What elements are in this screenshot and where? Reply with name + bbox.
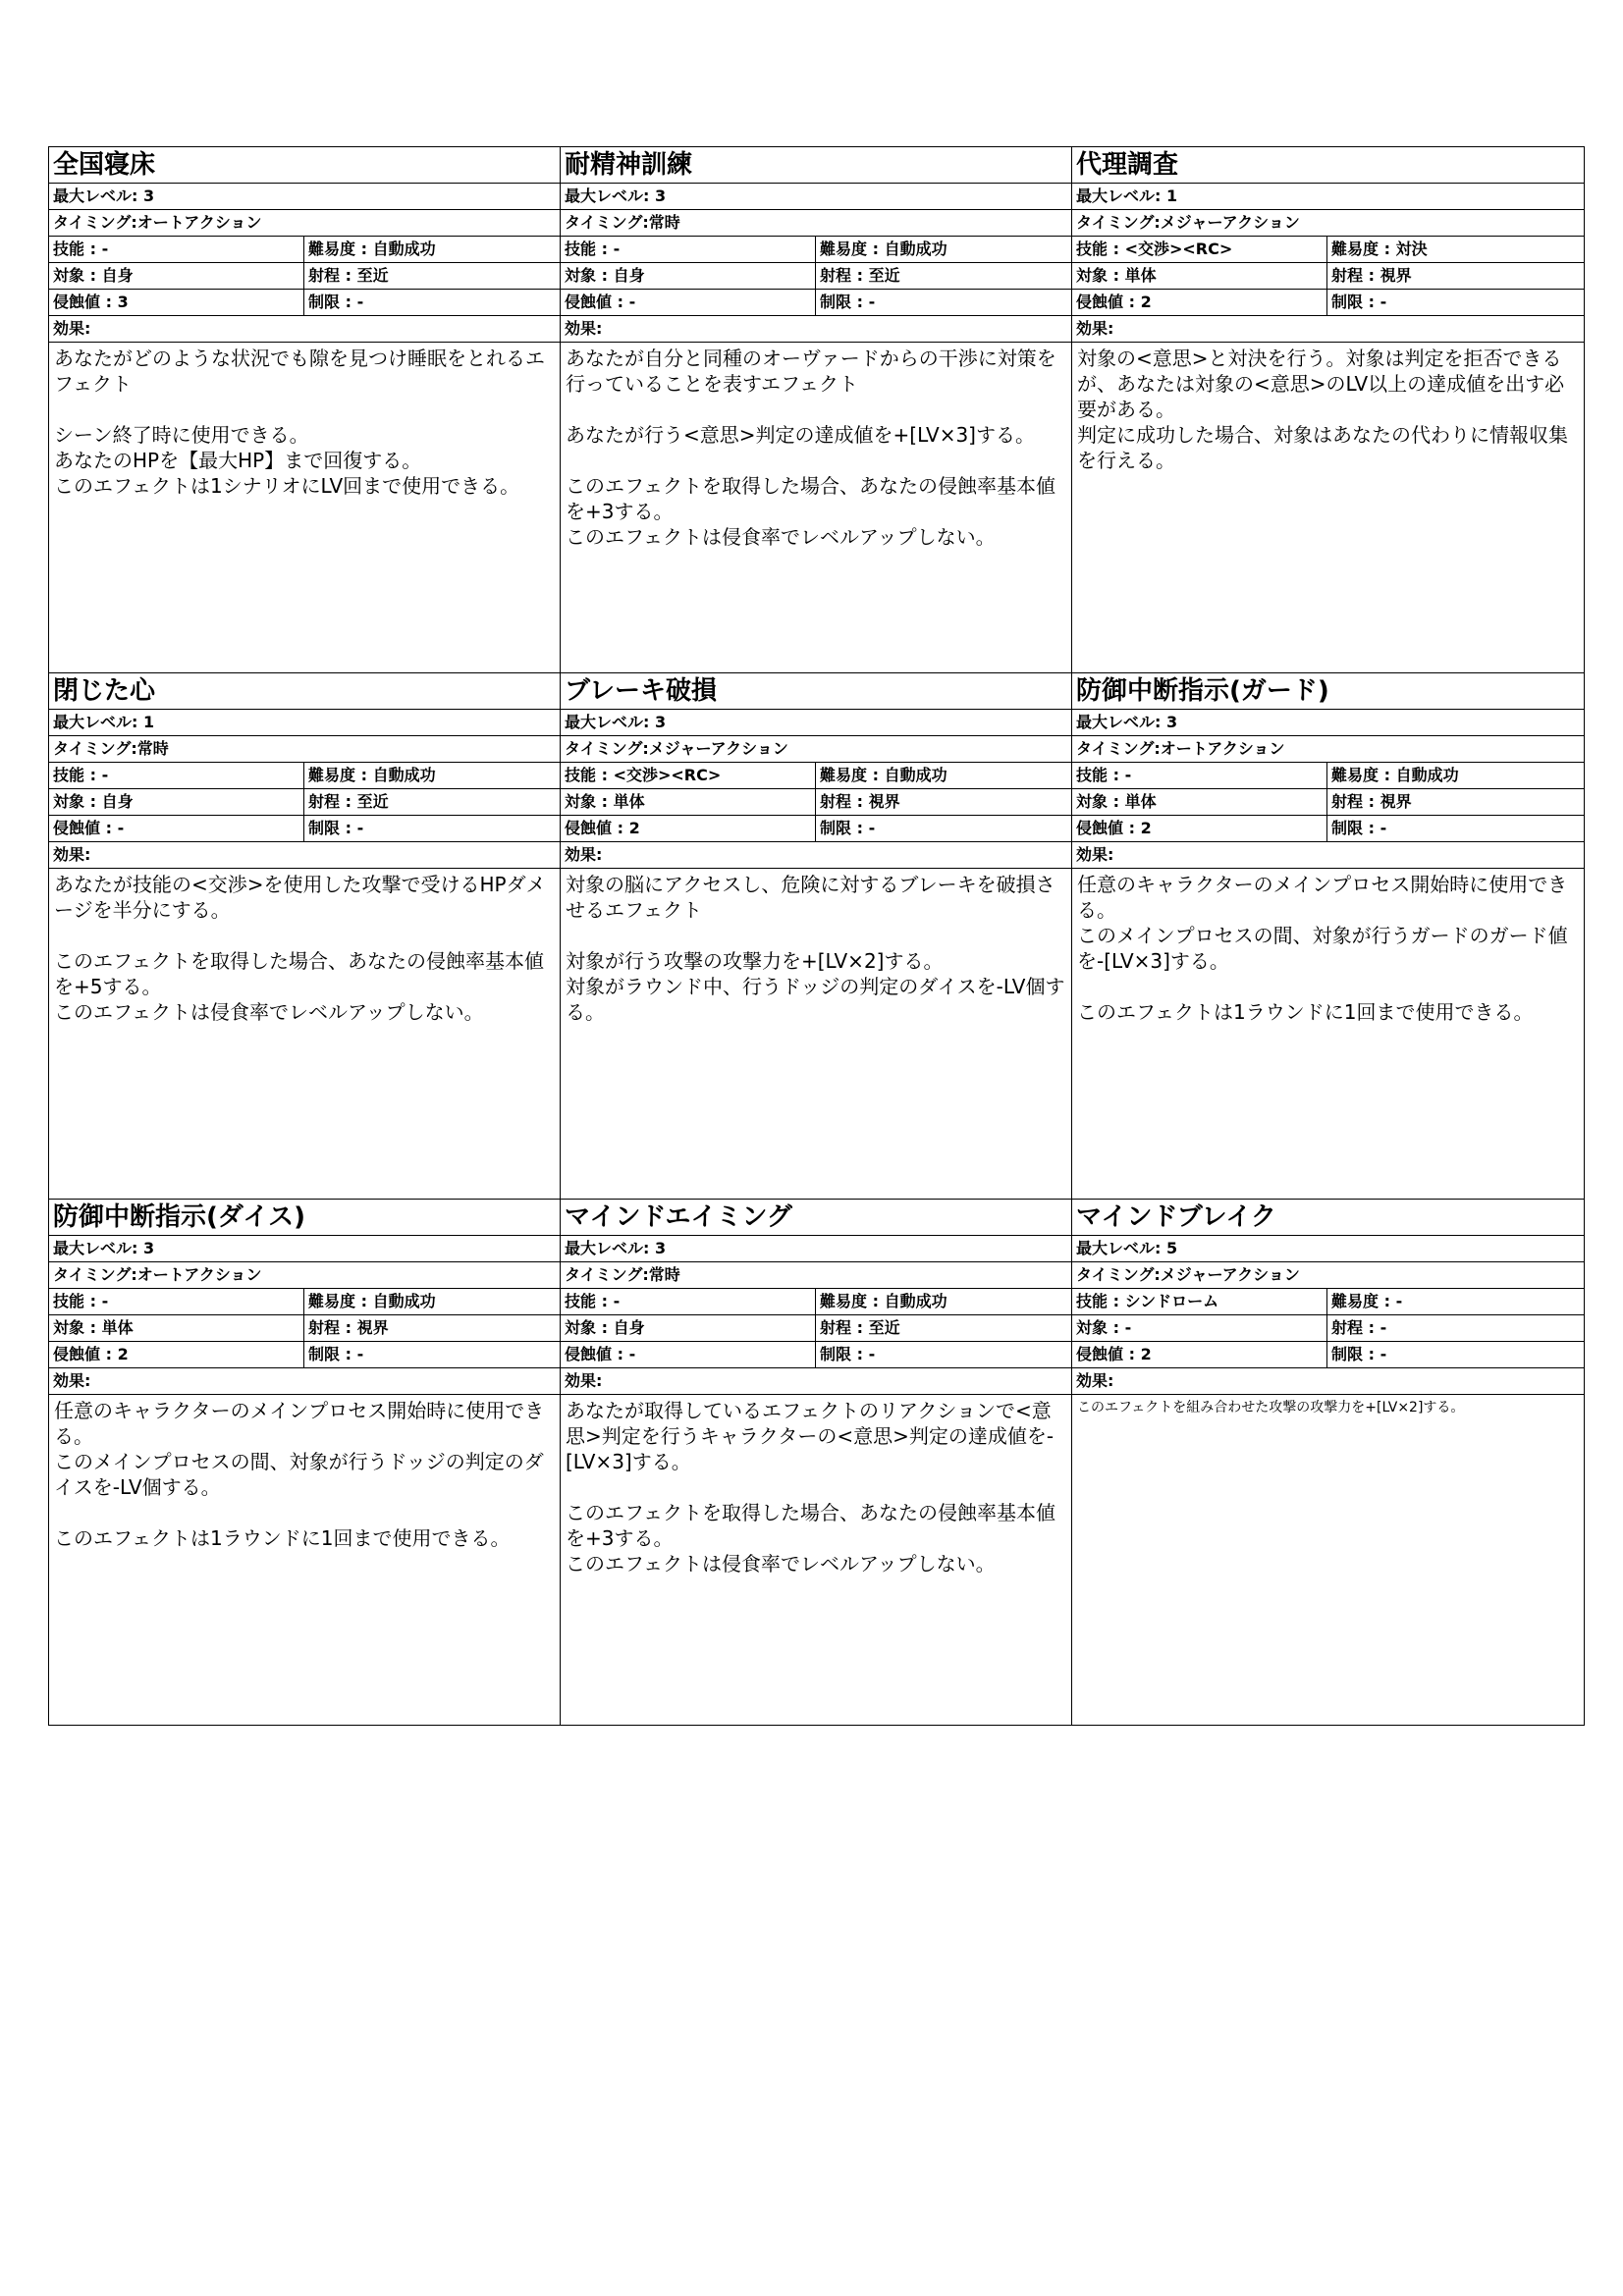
max-level-label: 最大レベル	[1076, 713, 1156, 731]
timing-value: 常時	[136, 739, 169, 758]
effect-header-row: 効果:	[49, 842, 560, 869]
skill-row: 技能 : シンドローム 難易度 : -	[1072, 1289, 1584, 1315]
range-label: 射程	[308, 1318, 341, 1337]
range-value: -	[1380, 1318, 1387, 1337]
effect-label: 効果	[565, 1371, 597, 1390]
effect-name: マインドエイミング	[561, 1200, 1071, 1236]
skill-row: 技能 : - 難易度 : 自動成功	[49, 1289, 560, 1315]
max-level-row: 最大レベル: 3	[561, 184, 1071, 210]
difficulty-value: 自動成功	[884, 240, 947, 258]
range-label: 射程	[1331, 266, 1364, 285]
effect-header-row: 効果:	[561, 842, 1071, 869]
difficulty-value: 自動成功	[884, 1292, 947, 1310]
timing-label: タイミング	[53, 213, 132, 232]
timing-row: タイミング:常時	[49, 736, 560, 763]
effect-card	[48, 1199, 561, 1726]
target-label: 対象	[565, 1318, 597, 1337]
difficulty-value: 自動成功	[1395, 766, 1459, 784]
skill-row: 技能 : - 難易度 : 自動成功	[49, 763, 560, 789]
difficulty-label: 難易度	[820, 766, 868, 784]
timing-value: メジャーアクション	[1160, 213, 1300, 232]
difficulty-label: 難易度	[820, 240, 868, 258]
skill-label: 技能	[565, 1292, 597, 1310]
skill-row: 技能 : <交渉><RC> 難易度 : 対決	[1072, 237, 1584, 263]
skill-value: <交渉><RC>	[1124, 240, 1233, 258]
max-level-label: 最大レベル	[565, 187, 644, 205]
effect-label: 効果	[53, 319, 85, 338]
max-level-label: 最大レベル	[53, 1239, 133, 1257]
target-value: 単体	[1124, 792, 1157, 811]
max-level-value: 3	[1165, 713, 1178, 731]
effect-text: 任意のキャラクターのメインプロセス開始時に使用できる。 このメインプロセスの間、対象が行うガードのガード値を-[LV×3]する。 このエフェクトは1ラウンドに1回まで使用できる。	[1077, 873, 1568, 1024]
target-label: 対象	[565, 792, 597, 811]
effect-label: 効果	[1076, 319, 1109, 338]
erosion-row: 侵蝕値 : - 制限 : -	[49, 816, 560, 842]
erosion-label: 侵蝕値	[53, 819, 101, 837]
target-value: 自身	[101, 792, 134, 811]
erosion-value: 2	[1140, 819, 1152, 837]
target-value: 自身	[613, 266, 645, 285]
timing-label: タイミング	[1076, 213, 1155, 232]
range-label: 射程	[308, 266, 341, 285]
target-label: 対象	[1076, 1318, 1109, 1337]
effect-card	[560, 146, 1072, 673]
timing-row: タイミング:常時	[561, 210, 1071, 237]
difficulty-label: 難易度	[308, 1292, 356, 1310]
timing-row: タイミング:メジャーアクション	[1072, 1262, 1584, 1289]
limit-label: 制限	[820, 819, 852, 837]
range-value: 視界	[1380, 266, 1412, 285]
timing-row: タイミング:メジャーアクション	[1072, 210, 1584, 237]
skill-value: -	[101, 240, 109, 258]
effect-header-row: 効果:	[1072, 316, 1584, 343]
erosion-row: 侵蝕値 : 2 制限 : -	[1072, 290, 1584, 316]
timing-row: タイミング:メジャーアクション	[561, 736, 1071, 763]
max-level-label: 最大レベル	[565, 713, 644, 731]
effect-text: このエフェクトを組み合わせた攻撃の攻撃力を+[LV×2]する。	[1077, 1400, 1465, 1415]
effect-label: 効果	[565, 319, 597, 338]
erosion-row: 侵蝕値 : 2 制限 : -	[49, 1342, 560, 1368]
erosion-value: 2	[117, 1345, 129, 1363]
erosion-label: 侵蝕値	[1076, 819, 1124, 837]
range-label: 射程	[308, 792, 341, 811]
effect-header-row: 効果:	[49, 1368, 560, 1395]
skill-value: -	[101, 1292, 109, 1310]
limit-label: 制限	[1331, 293, 1364, 311]
max-level-label: 最大レベル	[1076, 187, 1156, 205]
skill-label: 技能	[1076, 1292, 1109, 1310]
difficulty-label: 難易度	[820, 1292, 868, 1310]
max-level-label: 最大レベル	[53, 713, 133, 731]
effect-name: 防御中断指示(ダイス)	[49, 1200, 560, 1236]
erosion-label: 侵蝕値	[53, 1345, 101, 1363]
max-level-value: 5	[1165, 1239, 1178, 1257]
difficulty-value: 自動成功	[884, 766, 947, 784]
limit-label: 制限	[308, 293, 341, 311]
target-row: 対象 : 自身 射程 : 至近	[561, 263, 1071, 290]
skill-value: -	[1124, 766, 1132, 784]
limit-value: -	[356, 1345, 364, 1363]
limit-label: 制限	[308, 1345, 341, 1363]
timing-label: タイミング	[565, 213, 643, 232]
skill-value: -	[101, 766, 109, 784]
max-level-value: 3	[142, 187, 155, 205]
erosion-value: 2	[1140, 1345, 1152, 1363]
effect-header-row: 効果:	[1072, 842, 1584, 869]
timing-label: タイミング	[53, 739, 132, 758]
effect-label: 効果	[1076, 1371, 1109, 1390]
timing-value: オートアクション	[136, 1265, 262, 1284]
difficulty-value: -	[1395, 1292, 1403, 1310]
erosion-row: 侵蝕値 : 2 制限 : -	[1072, 816, 1584, 842]
erosion-label: 侵蝕値	[565, 1345, 613, 1363]
max-level-value: 1	[142, 713, 155, 731]
timing-row: タイミング:常時	[561, 1262, 1071, 1289]
timing-value: オートアクション	[136, 213, 262, 232]
target-label: 対象	[53, 792, 85, 811]
range-value: 視界	[1380, 792, 1412, 811]
limit-value: -	[356, 293, 364, 311]
range-label: 射程	[1331, 1318, 1364, 1337]
range-label: 射程	[820, 792, 852, 811]
target-value: 自身	[613, 1318, 645, 1337]
effect-name: 代理調査	[1072, 147, 1584, 184]
max-level-value: 3	[654, 1239, 667, 1257]
target-row: 対象 : 単体 射程 : 視界	[49, 1315, 560, 1342]
target-row: 対象 : - 射程 : -	[1072, 1315, 1584, 1342]
target-value: 単体	[101, 1318, 134, 1337]
max-level-row: 最大レベル: 1	[49, 710, 560, 736]
effect-name: 防御中断指示(ガード)	[1072, 673, 1584, 710]
limit-value: -	[868, 293, 876, 311]
max-level-label: 最大レベル	[53, 187, 133, 205]
erosion-row: 侵蝕値 : - 制限 : -	[561, 290, 1071, 316]
target-label: 対象	[53, 1318, 85, 1337]
skill-row: 技能 : - 難易度 : 自動成功	[1072, 763, 1584, 789]
timing-value: メジャーアクション	[648, 739, 788, 758]
effect-card	[560, 672, 1072, 1200]
skill-value: <交渉><RC>	[613, 766, 722, 784]
erosion-value: 2	[1140, 293, 1152, 311]
difficulty-label: 難易度	[308, 766, 356, 784]
erosion-value: -	[117, 819, 125, 837]
limit-label: 制限	[820, 293, 852, 311]
difficulty-value: 自動成功	[372, 1292, 436, 1310]
effect-text: あなたが技能の<交渉>を使用した攻撃で受けるHPダメージを半分にする。 このエフェクトを取得した場合、あなたの侵蝕率基本値を+5する。 このエフェクトは侵食率でレベルアップしない。	[54, 873, 546, 1024]
range-label: 射程	[1331, 792, 1364, 811]
limit-value: -	[356, 819, 364, 837]
effect-text: 対象の脳にアクセスし、危険に対するブレーキを破損させるエフェクト 対象が行う攻撃の攻撃力を+[LV×2]する。 対象がラウンド中、行うドッジの判定のダイスを-LV個する。	[566, 873, 1065, 1024]
max-level-row: 最大レベル: 3	[561, 1236, 1071, 1262]
max-level-row: 最大レベル: 3	[49, 1236, 560, 1262]
difficulty-value: 自動成功	[372, 240, 436, 258]
skill-row: 技能 : - 難易度 : 自動成功	[561, 1289, 1071, 1315]
skill-label: 技能	[1076, 766, 1109, 784]
effect-card-sheet	[48, 146, 1584, 1725]
limit-value: -	[1380, 1345, 1387, 1363]
effect-name: 全国寝床	[49, 147, 560, 184]
erosion-label: 侵蝕値	[53, 293, 101, 311]
effect-text: 対象の<意思>と対決を行う。対象は判定を拒否できるが、あなたは対象の<意思>のLV以上の達成値を出す必要がある。 判定に成功した場合、対象はあなたの代わりに情報収集を行える。	[1077, 347, 1568, 472]
target-row: 対象 : 単体 射程 : 視界	[1072, 263, 1584, 290]
effect-header-row: 効果:	[49, 316, 560, 343]
effect-name: 耐精神訓練	[561, 147, 1071, 184]
effect-header-row: 効果:	[561, 1368, 1071, 1395]
max-level-row: 最大レベル: 3	[1072, 710, 1584, 736]
skill-label: 技能	[565, 766, 597, 784]
timing-row: タイミング:オートアクション	[49, 1262, 560, 1289]
limit-value: -	[868, 819, 876, 837]
target-row: 対象 : 自身 射程 : 至近	[49, 263, 560, 290]
effect-card	[48, 146, 561, 673]
range-value: 至近	[868, 266, 900, 285]
difficulty-label: 難易度	[1331, 240, 1380, 258]
timing-value: オートアクション	[1160, 739, 1285, 758]
effect-text: あなたが取得しているエフェクトのリアクションで<意思>判定を行うキャラクターの<意思>判定の達成値を-[LV×3]する。 このエフェクトを取得した場合、あなたの侵蝕率基本値を+3する。 このエフェクトは侵食率でレベルアップしない。	[566, 1399, 1055, 1575]
max-level-label: 最大レベル	[1076, 1239, 1156, 1257]
effect-card	[1071, 146, 1585, 673]
effect-card	[560, 1199, 1072, 1726]
timing-value: メジャーアクション	[1160, 1265, 1300, 1284]
max-level-value: 3	[654, 187, 667, 205]
erosion-value: 2	[628, 819, 640, 837]
target-label: 対象	[565, 266, 597, 285]
timing-label: タイミング	[53, 1265, 132, 1284]
skill-label: 技能	[53, 1292, 85, 1310]
max-level-row: 最大レベル: 3	[561, 710, 1071, 736]
timing-value: 常時	[648, 1265, 680, 1284]
skill-label: 技能	[53, 240, 85, 258]
effect-card	[48, 672, 561, 1200]
skill-row: 技能 : - 難易度 : 自動成功	[49, 237, 560, 263]
effect-text: あなたが自分と同種のオーヴァードからの干渉に対策を行っていることを表すエフェクト あなたが行う<意思>判定の達成値を+[LV×3]する。 このエフェクトを取得した場合、あなたの侵蝕率基本値を+3する。 このエフェクトは侵食率でレベルアップしない。	[566, 347, 1056, 549]
target-value: -	[1124, 1318, 1132, 1337]
target-row: 対象 : 自身 射程 : 至近	[49, 789, 560, 816]
erosion-value: 3	[117, 293, 129, 311]
difficulty-value: 自動成功	[372, 766, 436, 784]
effect-header-row: 効果:	[1072, 1368, 1584, 1395]
erosion-label: 侵蝕値	[565, 819, 613, 837]
skill-row: 技能 : <交渉><RC> 難易度 : 自動成功	[561, 763, 1071, 789]
skill-value: -	[613, 240, 621, 258]
skill-value: シンドローム	[1124, 1292, 1219, 1310]
effect-label: 効果	[53, 845, 85, 864]
erosion-label: 侵蝕値	[1076, 1345, 1124, 1363]
effect-text: 任意のキャラクターのメインプロセス開始時に使用できる。 このメインプロセスの間、対象が行うドッジの判定のダイスを-LV個する。 このエフェクトは1ラウンドに1回まで使用できる。	[54, 1399, 545, 1550]
max-level-value: 3	[142, 1239, 155, 1257]
effect-text: あなたがどのような状況でも隙を見つけ睡眠をとれるエフェクト シーン終了時に使用できる。 あなたのHPを【最大HP】まで回復する。 このエフェクトは1シナリオにLV回まで使用できる。	[54, 347, 545, 498]
skill-value: -	[613, 1292, 621, 1310]
max-level-row: 最大レベル: 1	[1072, 184, 1584, 210]
limit-value: -	[868, 1345, 876, 1363]
range-value: 至近	[356, 792, 389, 811]
difficulty-label: 難易度	[1331, 1292, 1380, 1310]
timing-label: タイミング	[565, 739, 643, 758]
erosion-value: -	[628, 1345, 636, 1363]
max-level-value: 3	[654, 713, 667, 731]
difficulty-value: 対決	[1395, 240, 1428, 258]
limit-label: 制限	[308, 819, 341, 837]
erosion-label: 侵蝕値	[565, 293, 613, 311]
target-value: 単体	[1124, 266, 1157, 285]
limit-value: -	[1380, 293, 1387, 311]
range-label: 射程	[820, 1318, 852, 1337]
max-level-value: 1	[1165, 187, 1178, 205]
erosion-row: 侵蝕値 : 2 制限 : -	[561, 816, 1071, 842]
effect-name: ブレーキ破損	[561, 673, 1071, 710]
range-value: 至近	[356, 266, 389, 285]
target-label: 対象	[1076, 266, 1109, 285]
timing-label: タイミング	[565, 1265, 643, 1284]
effect-name: マインドブレイク	[1072, 1200, 1584, 1236]
skill-label: 技能	[53, 766, 85, 784]
effect-card	[1071, 1199, 1585, 1726]
limit-value: -	[1380, 819, 1387, 837]
erosion-row: 侵蝕値 : 3 制限 : -	[49, 290, 560, 316]
erosion-row: 侵蝕値 : - 制限 : -	[561, 1342, 1071, 1368]
erosion-label: 侵蝕値	[1076, 293, 1124, 311]
range-value: 至近	[868, 1318, 900, 1337]
range-label: 射程	[820, 266, 852, 285]
timing-row: タイミング:オートアクション	[1072, 736, 1584, 763]
skill-row: 技能 : - 難易度 : 自動成功	[561, 237, 1071, 263]
difficulty-label: 難易度	[1331, 766, 1380, 784]
target-row: 対象 : 自身 射程 : 至近	[561, 1315, 1071, 1342]
target-value: 自身	[101, 266, 134, 285]
limit-label: 制限	[820, 1345, 852, 1363]
erosion-value: -	[628, 293, 636, 311]
limit-label: 制限	[1331, 1345, 1364, 1363]
max-level-row: 最大レベル: 3	[49, 184, 560, 210]
range-value: 視界	[356, 1318, 389, 1337]
skill-label: 技能	[565, 240, 597, 258]
skill-label: 技能	[1076, 240, 1109, 258]
max-level-row: 最大レベル: 5	[1072, 1236, 1584, 1262]
target-row: 対象 : 単体 射程 : 視界	[561, 789, 1071, 816]
difficulty-label: 難易度	[308, 240, 356, 258]
limit-label: 制限	[1331, 819, 1364, 837]
effect-label: 効果	[565, 845, 597, 864]
target-label: 対象	[53, 266, 85, 285]
effect-header-row: 効果:	[561, 316, 1071, 343]
erosion-row: 侵蝕値 : 2 制限 : -	[1072, 1342, 1584, 1368]
timing-label: タイミング	[1076, 1265, 1155, 1284]
effect-label: 効果	[53, 1371, 85, 1390]
max-level-label: 最大レベル	[565, 1239, 644, 1257]
effect-name: 閉じた心	[49, 673, 560, 710]
target-row: 対象 : 単体 射程 : 視界	[1072, 789, 1584, 816]
timing-label: タイミング	[1076, 739, 1155, 758]
target-label: 対象	[1076, 792, 1109, 811]
effect-label: 効果	[1076, 845, 1109, 864]
timing-value: 常時	[648, 213, 680, 232]
target-value: 単体	[613, 792, 645, 811]
timing-row: タイミング:オートアクション	[49, 210, 560, 237]
range-value: 視界	[868, 792, 900, 811]
effect-card	[1071, 672, 1585, 1200]
